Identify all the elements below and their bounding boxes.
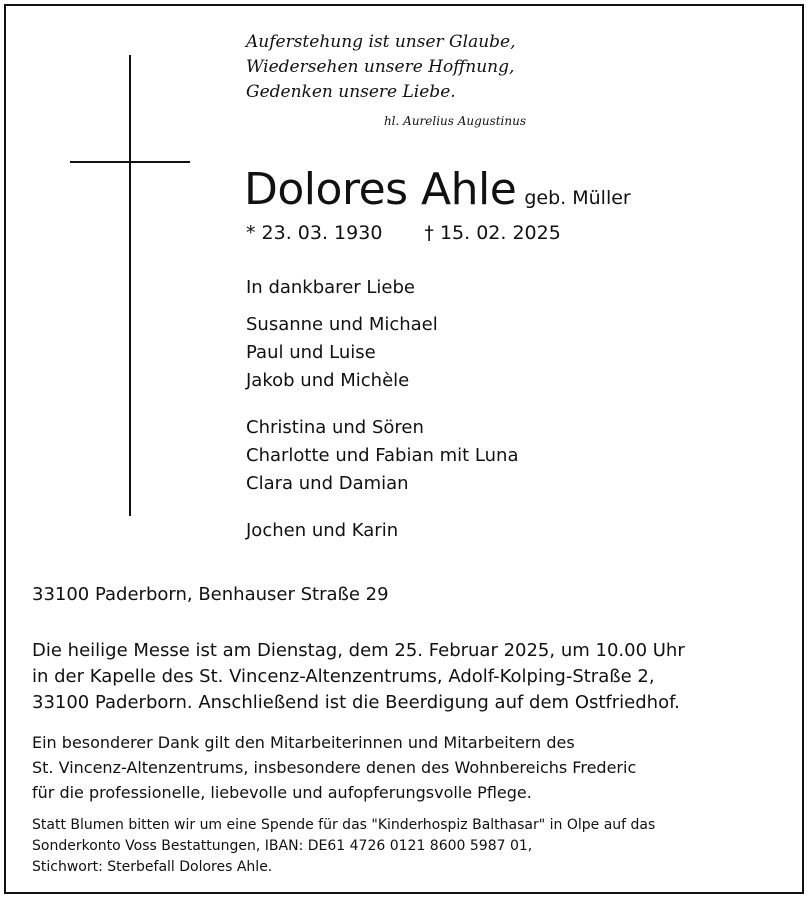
- life-dates: [246, 222, 561, 244]
- thanks-note: [32, 730, 636, 805]
- mourner-entry: Susanne und Michael: [246, 314, 438, 335]
- deceased-name-block: [244, 164, 631, 215]
- mourner-entry: Jakob und Michèle: [246, 370, 410, 391]
- mourner-entry: Clara und Damian: [246, 473, 409, 494]
- mass-line: Die heilige Messe ist am Dienstag, dem 25. Februar 2025, um 10.00 Uhr: [32, 640, 685, 661]
- quote-author: hl. Aurelius Augustinus: [383, 114, 526, 128]
- cross-horizontal-bar: [70, 161, 190, 163]
- death-date: † 15. 02. 2025: [424, 222, 561, 244]
- thanks-line: St. Vincenz-Altenzentrums, insbesondere denen des Wohnbereichs Frederic: [32, 758, 637, 777]
- mass-info: [32, 638, 685, 716]
- mourners-group-3: [246, 517, 398, 545]
- mourners-group-1: [246, 311, 438, 395]
- quote-line: Wiedersehen unsere Hoffnung,: [246, 57, 515, 77]
- donation-note: [32, 815, 655, 878]
- birth-date: * 23. 03. 1930: [246, 222, 383, 244]
- mourner-entry: Jochen und Karin: [246, 520, 399, 541]
- maiden-name: geb. Müller: [524, 187, 631, 209]
- address: 33100 Paderborn, Benhauser Straße 29: [32, 584, 389, 605]
- mourners-group-2: [246, 414, 519, 498]
- mass-line: in der Kapelle des St. Vincenz-Altenzentrums, Adolf-Kolping-Straße 2,: [32, 666, 655, 687]
- mourner-entry: Paul und Luise: [246, 342, 376, 363]
- mourner-entry: Christina und Sören: [246, 417, 424, 438]
- thanks-line: Ein besonderer Dank gilt den Mitarbeiterinnen und Mitarbeitern des: [32, 733, 575, 752]
- quote-line: Auferstehung ist unser Glaube,: [246, 32, 516, 52]
- donation-line: Statt Blumen bitten wir um eine Spende für das "Kinderhospiz Balthasar" in Olpe auf das: [32, 817, 656, 833]
- deceased-name: Dolores Ahle: [244, 164, 517, 215]
- thanks-line: für die professionelle, liebevolle und aufopferungsvolle Pflege.: [32, 783, 532, 802]
- quote-block: [246, 30, 546, 105]
- mourners-intro: In dankbarer Liebe: [246, 277, 415, 298]
- obituary-frame: [4, 4, 804, 894]
- donation-line: Sonderkonto Voss Bestattungen, IBAN: DE61 4726 0121 8600 5987 01,: [32, 838, 533, 854]
- mourner-entry: Charlotte und Fabian mit Luna: [246, 445, 519, 466]
- quote-line: Gedenken unsere Liebe.: [246, 82, 456, 102]
- donation-line: Stichwort: Sterbefall Dolores Ahle.: [32, 859, 273, 875]
- cross-vertical-bar: [129, 55, 131, 516]
- mass-line: 33100 Paderborn. Anschließend ist die Beerdigung auf dem Ostfriedhof.: [32, 692, 680, 713]
